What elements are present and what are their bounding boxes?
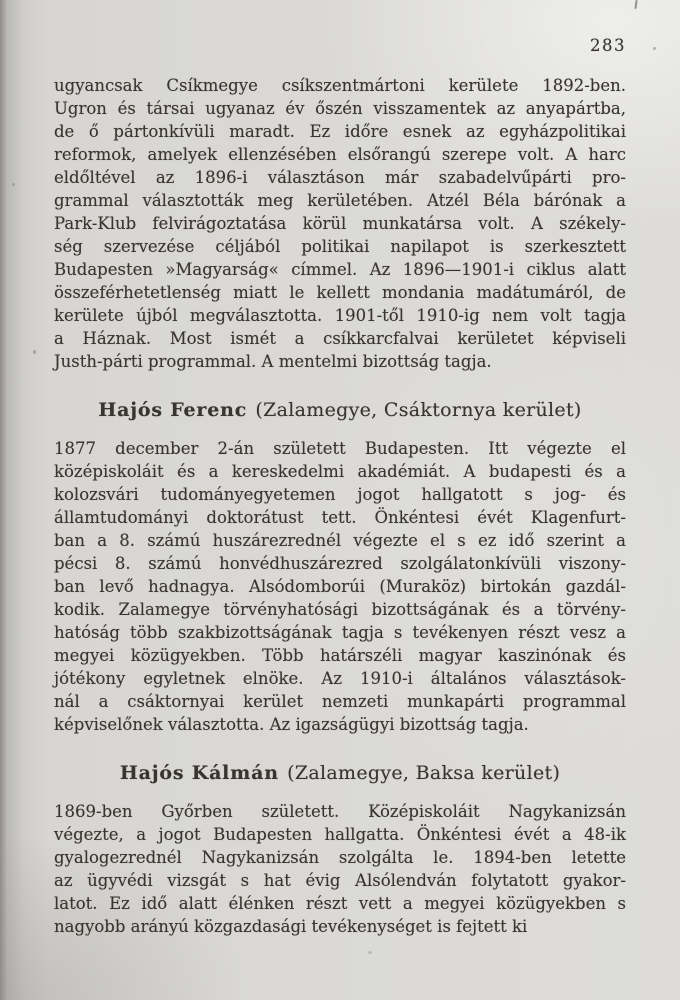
scan-speck: [12, 183, 15, 186]
text-line: ugyancsak Csíkmegye csíkszentmártoni kerülete 1892-ben.: [54, 76, 626, 95]
text-line: 1869-ben Győrben született. Középiskoláit Nagykanizsán: [54, 802, 626, 821]
text-line: jótékony egyletnek elnöke. Az 1910-i általános választások-: [54, 669, 626, 688]
text-line: nál a csáktornyai kerület nemzeti munkapárti programmal: [54, 692, 626, 711]
text-line: hatóság több szakbizottságának tagja s tevékenyen részt vesz a: [54, 623, 626, 642]
page-number: 283: [590, 36, 626, 55]
page-body: [54, 74, 626, 938]
text-line: Park-Klub felvirágoztatása körül munkatársa volt. A székely-: [54, 214, 626, 233]
text-line: a Háznak. Most ismét a csíkkarcfalvai kerületet képviseli: [54, 329, 626, 348]
text-line: nagyobb arányú közgazdasági tevékenységet is fejtett ki: [54, 917, 528, 936]
text-line: eldőltével az 1896-i választáson már szabadelvűpárti pro-: [54, 168, 626, 187]
entry-district: (Zalamegye, Baksa kerület): [280, 762, 561, 784]
entry-heading: [54, 760, 626, 786]
text-line: ség szervezése céljából politikai napilapot is szerkesztett: [54, 237, 626, 256]
entry-district: (Zalamegye, Csáktornya kerület): [249, 399, 582, 421]
text-line: államtudományi doktorátust tett. Önkéntesi évét Klagenfurt-: [54, 508, 626, 527]
paragraph: [54, 800, 626, 938]
text-line: megyei közügyekben. Több határszéli magyar kaszinónak és: [54, 646, 626, 665]
entry-heading: [54, 397, 626, 423]
text-line: grammal választották meg kerületében. Atzél Béla bárónak a: [54, 191, 626, 210]
text-line: Ugron és társai ugyanaz év őszén visszamentek az anyapártba,: [54, 99, 626, 118]
text-line: de ő pártonkívüli maradt. Ez időre esnek az egyházpolitikai: [54, 122, 626, 141]
entry-name: Hajós Ferenc: [98, 399, 248, 421]
text-line: összeférhetetlenség miatt le kellett mondania madátumáról, de: [54, 283, 626, 302]
text-line: pécsi 8. számú honvédhuszárezred szolgálatonkívüli viszony-: [54, 554, 626, 573]
text-line: ban a 8. számú huszárezrednél végezte el s ez idő szerint a: [54, 531, 626, 550]
text-line: gyalogezrednél Nagykanizsán szolgálta le. 1894-ben letette: [54, 848, 626, 867]
text-line: ban levő hadnagya. Alsódomborúi (Muraköz) birtokán gazdál-: [54, 577, 626, 596]
text-line: képviselőnek választotta. Az igazságügyi bizottság tagja.: [54, 715, 529, 734]
text-line: reformok, amelyek ellenzésében elsőrangú szerepe volt. A harc: [54, 145, 626, 164]
text-line: kodik. Zalamegye törvényhatósági bizottságának és a törvény-: [54, 600, 626, 619]
scan-speck: [653, 47, 656, 50]
paragraph: [54, 74, 626, 373]
text-line: végezte, a jogot Budapesten hallgatta. Önkéntesi évét a 48-ik: [54, 825, 626, 844]
text-line: 1877 december 2-án született Budapesten. Itt végezte el: [54, 439, 626, 458]
paragraph: [54, 437, 626, 736]
text-line: középiskoláit és a kereskedelmi akadémiát. A budapesti és a: [54, 462, 626, 481]
text-line: az ügyvédi vizsgát s hat évig Alsólendván folytatott gyakor-: [54, 871, 626, 890]
text-line: latot. Ez idő alatt élénken részt vett a megyei közügyekben s: [54, 894, 626, 913]
text-line: Budapesten »Magyarság« címmel. Az 1896—1901-i ciklus alatt: [54, 260, 626, 279]
scan-speck: [634, 0, 637, 9]
entry-name: Hajós Kálmán: [119, 762, 279, 784]
scan-speck: [368, 951, 372, 954]
text-line: Justh-párti programmal. A mentelmi bizottság tagja.: [54, 352, 492, 371]
text-line: kolozsvári tudományegyetemen jogot hallgatott s jog- és: [54, 485, 626, 504]
text-line: kerülete újból megválasztotta. 1901-től 1910-ig nem volt tagja: [54, 306, 626, 325]
scan-speck: [33, 350, 36, 354]
